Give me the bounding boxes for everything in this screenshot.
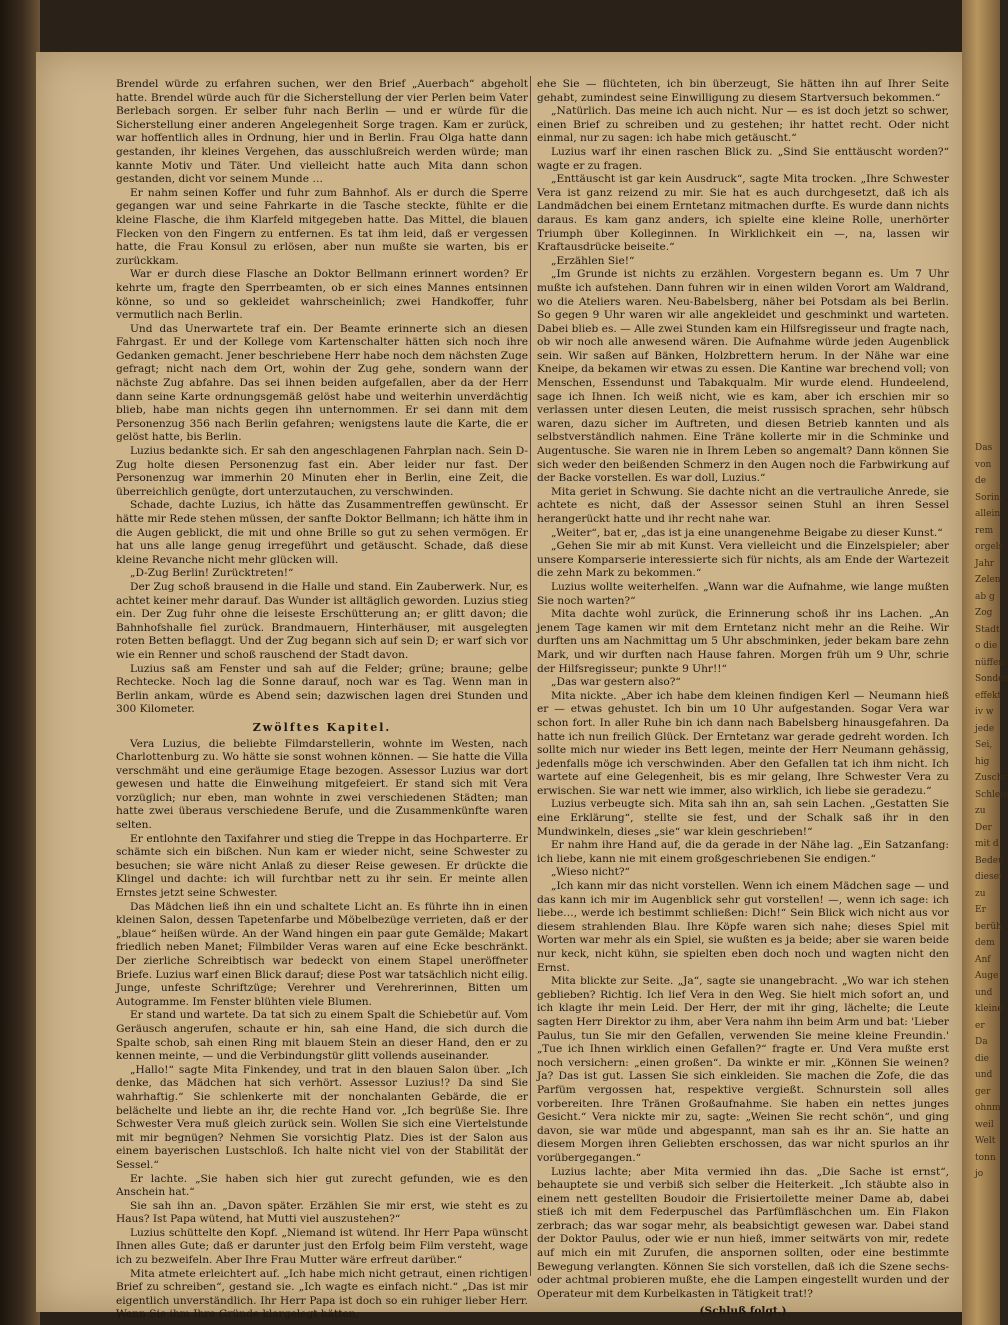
adjacent-fragment: effekt bbox=[975, 690, 1002, 701]
adjacent-fragment: und bbox=[975, 987, 993, 998]
adjacent-fragment: Sorin, bbox=[975, 492, 1003, 503]
adjacent-fragment: Das bbox=[975, 443, 993, 453]
adjacent-page-fragments bbox=[975, 440, 1008, 1179]
adjacent-fragment: Anf bbox=[975, 954, 991, 965]
adjacent-fragment: Zelen bbox=[975, 575, 1001, 585]
paragraph: Mita dachte wohl zurück, die Erinnerung schoß ihr ins Lachen. „An jenem Tage kamen wir mit dem Erntetanz nicht mehr an die Reihe. Wir durften uns am Nachmittag um 5 Uhr abschminken, jeder bekam bare zehn Mark, und wir durften nach Hause fahren. Morgen früh um 9 Uhr, schrie der Hilfsregisseur; punkte 9 Uhr!!“ bbox=[537, 608, 949, 675]
paragraph: „Das war gestern also?“ bbox=[551, 676, 681, 689]
adjacent-fragment: dieser bbox=[975, 872, 1004, 882]
adjacent-fragment: kleine bbox=[975, 1004, 1003, 1014]
chapter-heading: Zwölftes Kapitel. bbox=[252, 720, 392, 734]
paragraph: „Weiter“, bat er, „das ist ja eine unangenehme Beigabe zu dieser Kunst.“ bbox=[551, 526, 943, 539]
paragraph: Brendel würde zu erfahren suchen, wer den Brief „Auerbach“ abgeholt hatte. Brendel würde auch für die Sicherstellung der vier Perlen beim Vater Berlebach sorgen. Er selber fuhr nach Berlin — und er würde für die Sicherstellung einer anderen Angelegenheit Sorge tragen. Kam er zurück, war hoffentlich alles in Ordnung, hier und in Berlin. Frau Olga hatte dann gestanden, ihr kleines Vergehen, das ausschlußreich werden würde; man kannte Motiv und Täter. Und vielleicht hatte auch Mita dann schon gestanden, dicht vor seinem Munde … bbox=[116, 78, 528, 186]
paragraph: „Ich kann mir das nicht vorstellen. Wenn ich einem Mädchen sage — und das kann ich mir im Augenblick sehr gut vorstellen! —, wenn ich sage: ich liebe…, werde ich bestimmt schließen: Dich!“ Sein Blick wich nicht aus vor diesem strahlenden Blau. Ihre Köpfe waren sich nahe; dieses Spiel mit Worten war mehr als ein Spiel, sie wußten es ja beide; aber sie waren beide nur keck, nicht kühn, sie spielten eben doch noch und wagten nicht den Ernst. bbox=[537, 880, 949, 974]
paragraph: Luzius warf ihr einen raschen Blick zu. „Sind Sie enttäuscht worden?“ wagte er zu fragen. bbox=[537, 145, 949, 172]
adjacent-fragment: und bbox=[975, 1070, 993, 1080]
adjacent-fragment: berüh bbox=[975, 921, 1002, 932]
adjacent-fragment: Auge bbox=[975, 971, 999, 981]
continuation-note: (Schluß folgt.) bbox=[699, 1305, 787, 1318]
adjacent-fragment: orgels bbox=[975, 542, 1004, 552]
adjacent-fragment: die bbox=[975, 1053, 989, 1064]
column-rule bbox=[530, 76, 531, 1276]
paragraph: Er nahm ihre Hand auf, die da gerade in der Nähe lag. „Ein Satzanfang: ich liebe, kann nie mit einem großgeschriebenen Sie endigen.“ bbox=[537, 839, 949, 865]
paragraph: „Gehen Sie mir ab mit Kunst. Vera vielleicht und die Einzelspieler; aber unsere Komparserie interessierte sich für nichts, als am Ende der Wartezeit die zehn Mark zu bekommen.“ bbox=[537, 540, 949, 580]
paragraph: Mita blickte zur Seite. „Ja“, sagte sie unangebracht. „Wo war ich stehen geblieben? Richtig. Ich lief Vera in den Weg. Sie hielt mich sofort an, und ich klagte ihr mein Leid. Der Herr, der mit ihr ging, lächelte; die Leute sagten Herr Direktor zu ihm, aber Vera nahm ihn beim Arm und bat: 'Lieber Paulus, tun Sie mir den Gefallen, verwenden Sie meine kleine Freundin.' „Tue ich Ihnen wirklich einen Gefallen?“ fragte er. Und Vera mußte erst noch versichern: „einen großen“. Da winkte er mir. „Können Sie weinen? Ja? Das ist gut. Lassen Sie sich einkleiden. Sie machen die Zofe, die das Parfüm vergossen hat, respektive vergießt. Schnurstein soll alles vorbereiten. Ihre Tränen Großaufnahme. Sie haben ein nettes junges Gesicht.“ Vera nickte mir zu, sagte: „Weinen Sie recht schön“, und ging davon, sie war müde und abgespannt, man sah es ihr an. Sie hatte an diesem Morgen ihren Geliebten erschossen, das war nicht spurlos an ihr vorübergegangen.“ bbox=[537, 975, 949, 1164]
paragraph: Er stand und wartete. Da tat sich zu einem Spalt die Schiebetür auf. Vom Geräusch angerufen, schaute er hin, sah eine Hand, die sich durch die Spalte schob, sah einen Ring mit blauem Stein an dieser Hand, den er zu kennen meinte, — und die Verbindungstür glitt vollends auseinander. bbox=[116, 1009, 528, 1063]
paragraph: Der Zug schoß brausend in die Halle und stand. Ein Zauberwerk. Nur, es achtet keiner mehr darauf. Das Wunder ist alltäglich geworden. Luzius stieg ein. Der Zug fuhr ohne die leiseste Erschütterung an; er glitt davon; die Bahnhofshalle fiel zurück. Brandmauern, Hinterhäuser, mit ausgelegten roten Betten beflaggt. Und der Zug begann sich auf sein D; er warf sich vor wie ein Renner und schoß rauschend der Stadt davon. bbox=[116, 580, 528, 661]
adjacent-fragment: allein bbox=[975, 509, 1001, 519]
adjacent-fragment: jede bbox=[975, 723, 995, 734]
paragraph: Luzius verbeugte sich. Mita sah ihn an, sah sein Lachen. „Gestatten Sie eine Erklärung“, stellte sie fest, und der Schalk saß ihr in den Mundwinkeln, dieses „sie“ war klein geschrieben!“ bbox=[537, 798, 949, 838]
adjacent-fragment: ab g bbox=[975, 591, 995, 602]
paragraph: Mita atmete erleichtert auf. „Ich habe mich nicht getraut, einen richtigen Brief zu schreiben“, gestand sie. „Ich wagte es einfach nicht.“ „Das ist mir eigentlich unverständlich. Ihr Herr Papa ist doch so ein ruhiger lieber Herr. Wenn Sie ihm Ihre Gründe klargelegt hätten, bbox=[116, 1267, 528, 1321]
paragraph: „D-Zug Berlin! Zurücktreten!“ bbox=[130, 567, 294, 580]
adjacent-fragment: jo bbox=[975, 1169, 984, 1179]
paragraph: Mita geriet in Schwung. Sie dachte nicht an die vertrauliche Anrede, sie achtete es nicht, daß der Assessor seinen Stuhl an ihren Sessel herangerückt hatte und ihr recht nahe war. bbox=[537, 485, 949, 525]
paragraph: Sie sah ihn an. „Davon später. Erzählen Sie mir erst, wie steht es zu Haus? Ist Papa wütend, hat Mutti viel auszustehen?“ bbox=[116, 1199, 528, 1226]
paragraph: Luzius schüttelte den Kopf. „Niemand ist wütend. Ihr Herr Papa wünscht Ihnen alles Gute; daß er darunter just den Erfolg beim Film versteht, wage ich zu bezweifeln. Aber Ihre Frau Mutter wäre erfreut darüber.“ bbox=[116, 1226, 528, 1267]
paragraph: Schade, dachte Luzius, ich hätte das Zusammentreffen gewünscht. Er hätte mir Rede stehen müssen, der sanfte Doktor Bellmann; ich hätte ihm in die Augen geblickt, die mit und ohne Brille so gut zu sehen vermögen. Er hat uns alle lange genug irregeführt und getäuscht. Schade, daß diese kleine Revanche nicht mehr glücken will. bbox=[116, 499, 528, 566]
paragraph: Er lachte. „Sie haben sich hier gut zurecht gefunden, wie es den Anschein hat.“ bbox=[116, 1172, 528, 1199]
adjacent-fragment: ger bbox=[975, 1086, 991, 1097]
adjacent-fragment: zu bbox=[975, 806, 986, 816]
paragraph: Luzius wollte weiterhelfen. „Wann war die Aufnahme, wie lange mußten Sie noch warten?“ bbox=[537, 580, 949, 607]
adjacent-fragment: Schleie bbox=[975, 789, 1008, 800]
adjacent-fragment: von de bbox=[975, 459, 992, 486]
adjacent-fragment: er bbox=[975, 1020, 985, 1031]
paragraph: Er entlohnte den Taxifahrer und stieg die Treppe in das Hochparterre. Er schämte sich ein bißchen. Nun kam er wieder nicht, seine Schwester zu besuchen; sie wäre nicht Anlaß zu dieser Reise gewesen. Er drückte die Klingel und dachte: ich will furchtbar nett zu ihr sein. Er meinte allen Ernstes jetzt seine Schwester. bbox=[116, 832, 528, 900]
adjacent-fragment: Sonder bbox=[975, 674, 1008, 684]
adjacent-fragment: rem bbox=[975, 525, 994, 536]
adjacent-fragment: Zuschr bbox=[975, 773, 1007, 783]
adjacent-fragment: Sei, bbox=[975, 740, 993, 750]
paragraph: ehe Sie — flüchteten, ich bin überzeugt, Sie hätten ihn auf Ihrer Seite gehabt, zumindest seine Einwilligung zu diesem Startversuch bekommen.“ bbox=[537, 78, 949, 104]
book-binding-left bbox=[0, 0, 40, 1325]
paragraph: „Natürlich. Das meine ich auch nicht. Nur — es ist doch jetzt so schwer, einen Brief zu schreiben und zu gestehen; ihr hattet recht. Oder nicht einmal, nur zu sagen: ich habe mich getäuscht.“ bbox=[537, 105, 949, 145]
adjacent-fragment: Bedeu bbox=[975, 855, 1004, 866]
paragraph: Mita nickte. „Aber ich habe dem kleinen findigen Kerl — Neumann hieß er — etwas gehustet. Ich bin um 10 Uhr aufgestanden. Sogar Vera war schon fort. In aller Ruhe bin ich dann nach Babelsberg hinausgefahren. Da hatte ich nun freilich Glück. Der Erntetanz war gerade gedreht worden. Ich sollte mich nur wieder ins Bett legen, meinte der Herr Neumann gehässig, jedenfalls möge ich verschwinden. Aber den Gefallen tat ich ihm nicht. Ich wartete auf eine Gelegenheit, bis es mir gelang, Ihre Schwester Vera zu erwischen. Sie war nett wie immer, also wirklich, ich liebe sie geradezu.“ bbox=[537, 689, 949, 797]
paragraph: „Enttäuscht ist gar kein Ausdruck“, sagte Mita trocken. „Ihre Schwester Vera ist ganz reizend zu mir. Sie hat es auch durchgesetzt, daß ich als Landmädchen bei einem Erntetanz mitmachen durfte. Es wurde dann nichts daraus. Es kam ganz anders, ich spielte eine kleine Rolle, unerhörter Triumph über Kolleginnen. In Wirklichkeit ein —, na, lassen wir Kraftausdrücke beiseite.“ bbox=[537, 173, 949, 254]
paragraph: „Im Grunde ist nichts zu erzählen. Vorgestern begann es. Um 7 Uhr mußte ich aufstehen. Dann fuhren wir in einen wilden Vorort am Waldrand, wo die Ateliers waren. Neu-Babelsberg, näher bei Potsdam als bei Berlin. So gegen 9 Uhr waren wir alle angekleidet und geschminkt und warteten. Dabei blieb es. — Alle zwei Stunden kam ein Hilfsregisseur und fragte nach, ob wir noch alle anwesend wären. Die Aufnahme würde jeden Augenblick sein. Wir saßen auf Bänken, Holzbrettern herum. In der Nähe war eine Kneipe, da bekamen wir etwas zu essen. Die Kantine war brechend voll; von Menschen, Essendunst und Tabakqualm. Mir wurde elend. Hundeelend, sage ich Ihnen. Ich weiß nicht, wie es kam, aber ich erschien mir so verlassen unter diesen Leuten, die meist russisch sprachen, sehr hübsch waren, dazu sicher im Auftreten, und diesen Betrieb kannten und als selbstverständlich nahmen. Eine Träne kollerte mir in die Schminke und Augentusche. Sie waren nie in Ihrem Leben so angemalt? Dann können Sie sich weder den beißenden Schmerz in den Augen noch die Farbwirkung auf der Backe vorstellen. Es war doll, Luzius.“ bbox=[537, 268, 949, 485]
paragraph: „Hallo!“ sagte Mita Finkendey, und trat in den blauen Salon über. „Ich denke, das Mädchen hat sich verhört. Assessor Luzius!? Da sind Sie wahrhaftig.“ Sie schlenkerte mit der nonchalanten Gebärde, die er belächelte und liebte an ihr, die rechte Hand vor. „Ich begrüße Sie. Ihre Schwester Vera muß gleich zurück sein. Wollen Sie sich eine Viertelstunde mit mir begnügen? Nehmen Sie vorsichtig Platz. Dies ist der Salon aus einem bayerischen Lustschloß. Ich halte nicht viel von der Stabilität der Sessel.“ bbox=[116, 1063, 528, 1171]
adjacent-fragment: zu bbox=[975, 888, 986, 899]
paragraph: Luzius lachte; aber Mita vermied ihn das. „Die Sache ist ernst“, behauptete sie und verbiß sich selber die Heiterkeit. „Ich stäubte also in einem nett gestellten Boudoir die Frisiertoilette meiner Dame ab, dabei stieß ich mit dem Federpuschel das Parfümfläschchen um. Ein Flakon zerbrach; das war sogar mehr, als beabsichtigt gewesen war. Dabei stand der Doktor Paulus, oder wie er nun hieß, immer seitwärts von mir, redete auf mich ein mit Zurufen, die anspornen sollten, oder eine bestimmte Bewegung verlangten. Können Sie sich vorstellen, daß ich die Szene sechs- oder achtmal probieren mußte, ehe die Lampen eingestellt wurden und der Operateur mit dem Kurbelkasten in Tätigkeit trat!? bbox=[537, 1165, 949, 1300]
paragraph: Vera Luzius, die beliebte Filmdarstellerin, wohnte im Westen, nach Charlottenburg zu. Wo hätte sie sonst wohnen können. — Sie hatte die Villa verschmäht und eine geräumige Etage bezogen. Assessor Luzius war dort gewesen und hatte die Einweihung mitgefeiert. Er stand sich mit Vera vorzüglich; nur eben, man wohnte in zwei verschiedenen Städten; man hatte zwei überaus verschiedene Berufe, und die Zusammenkünfte waren selten. bbox=[116, 737, 528, 832]
adjacent-fragment: hig bbox=[975, 756, 990, 767]
paragraph: War er durch diese Flasche an Doktor Bellmann erinnert worden? Er kehrte um, fragte den Sperrbeamten, ob er sich eines Mannes entsinnen könne, so und so gekleidet wahrscheinlich; zwei Handkoffer, fuhr vermutlich nach Berlin. bbox=[116, 268, 528, 322]
adjacent-fragment: Jahr bbox=[975, 558, 995, 569]
adjacent-fragment: ohnm bbox=[975, 1103, 1001, 1113]
paragraph: Und das Unerwartete traf ein. Der Beamte erinnerte sich an diesen Fahrgast. Er und der Kollege vom Kartenschalter hätten sich noch ihre Gedanken gemacht. Jener beschriebene Herr habe noch dem nächsten Zuge gefragt; nicht nach dem Ort, wohin der Zug gehe, sondern wann der nächste Zug abfahre. Das sei ihnen beiden aufgefallen, aber da der Herr dann seine Karte ordnungsgemäß gelöst habe und weiterhin unverdächtig blieb, habe man nichts gegen ihn unternommen. Er sei dann mit dem Personenzug 356 nach Berlin gefahren; wenigstens laute die Karte, die er gelöst hatte, bis Berlin. bbox=[116, 322, 528, 444]
adjacent-fragment: Stadt bbox=[975, 624, 1000, 635]
adjacent-fragment: Zog bbox=[975, 608, 993, 618]
adjacent-fragment: nüffen bbox=[975, 657, 1005, 668]
left-column bbox=[116, 78, 528, 1322]
paragraph: „Erzählen Sie!“ bbox=[551, 254, 635, 267]
adjacent-fragment: iv w bbox=[975, 707, 994, 717]
paragraph: Das Mädchen ließ ihn ein und schaltete Licht an. Es führte ihn in einen kleinen Salon, dessen Tapetenfarbe und Möbelbezüge verrieten, daß er der „blaue“ heißen würde. An der Wand hingen ein paar gute Gemälde; Makart friedlich neben Manet; Filmbilder Veras waren auf eine Ecke beschränkt. Der zierliche Schreibtisch war bedeckt von einem Stapel uneröffneter Briefe. Luzius warf einen Blick darauf; diese Post war tatsächlich nicht eilig. Junge, unfeste Schriftzüge; Verehrer und Verehrerinnen, Bitten um Autogramme. Im Fenster blühten viele Blumen. bbox=[116, 900, 528, 1008]
paragraph: Luzius bedankte sich. Er sah den angeschlagenen Fahrplan nach. Sein D-Zug holte diesen Personenzug fast ein. Aber leider nur fast. Der Personenzug war immerhin 20 Minuten eher in Berlin, eine Zeit, die überreichlich genügte, dort unterzutauchen, zu verschwinden. bbox=[116, 445, 528, 498]
adjacent-fragment: Da bbox=[975, 1037, 988, 1047]
adjacent-fragment: o die bbox=[975, 641, 998, 651]
adjacent-fragment: Der bbox=[975, 822, 992, 833]
adjacent-fragment: Welt bbox=[975, 1136, 996, 1146]
paragraph: „Wieso nicht?“ bbox=[551, 866, 630, 879]
adjacent-fragment: dem bbox=[975, 938, 995, 948]
adjacent-fragment: weil bbox=[975, 1119, 994, 1130]
paragraph: Luzius saß am Fenster und sah auf die Felder; grüne; braune; gelbe Rechtecke. Noch lag die Sonne darauf, noch war es Tag. Wenn man in Berlin ankam, würde es Abend sein; dazwischen lagen drei Stunden und 300 Kilometer. bbox=[116, 662, 528, 716]
right-column bbox=[537, 78, 949, 1319]
adjacent-fragment: mit d bbox=[975, 839, 999, 849]
paragraph: Er nahm seinen Koffer und fuhr zum Bahnhof. Als er durch die Sperre gegangen war und seine Fahrkarte in die Tasche steckte, fühlte er die kleine Flasche, die ihm Klarfeld mitgegeben hatte. Das Mittel, die blauen Flecken von den Fingern zu entfernen. Es tat ihm leid, daß er vergessen hatte, die Frau Konsul zu erlösen, aber nun mußte sie warten, bis er zurückkam. bbox=[116, 186, 528, 267]
adjacent-fragment: Er bbox=[975, 905, 986, 915]
adjacent-fragment: tonn bbox=[975, 1152, 996, 1163]
